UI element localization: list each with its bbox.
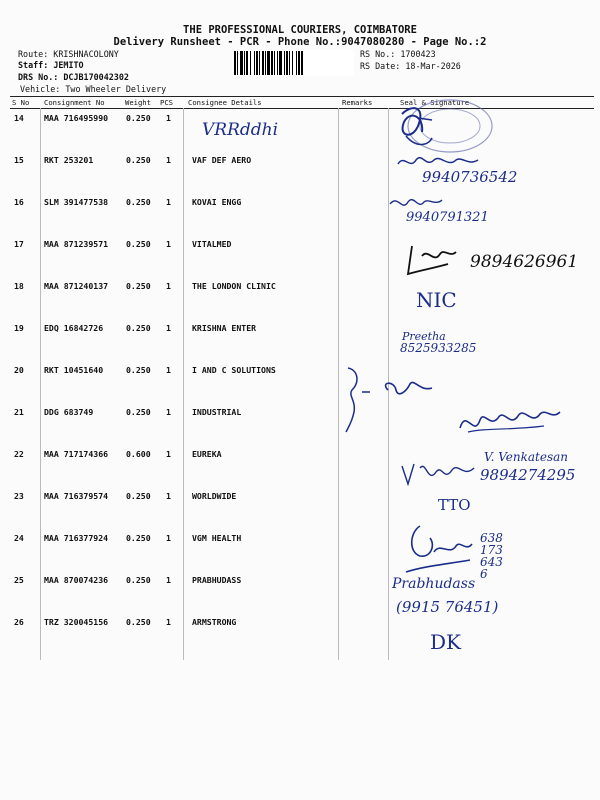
cell-consignee: VAF DEF AERO bbox=[192, 155, 252, 165]
cell-consignee: I AND C SOLUTIONS bbox=[192, 365, 276, 375]
cell-sno: 17 bbox=[14, 239, 24, 249]
cell-consignee: WORLDWIDE bbox=[192, 491, 237, 501]
cell-consignee: KOVAI ENGG bbox=[192, 197, 242, 207]
runsheet-subtitle: Delivery Runsheet - PCR - Phone No.:9047080280 - Page No.:2 bbox=[113, 36, 487, 48]
cell-pcs: 1 bbox=[166, 617, 171, 627]
cell-consignment: MAA 717174366 bbox=[44, 449, 109, 459]
drs-field bbox=[18, 72, 129, 82]
mark-26: DK bbox=[430, 630, 461, 654]
cell-weight: 0.250 bbox=[126, 323, 151, 333]
handwritten-consignee-14: VRRddhi bbox=[202, 120, 279, 140]
vehicle-label: Vehicle: Two Wheeler Delivery bbox=[20, 84, 167, 94]
cell-weight: 0.250 bbox=[126, 407, 151, 417]
drs-label: DRS No.: bbox=[18, 72, 59, 82]
col-header-weight: Weight bbox=[125, 98, 151, 107]
cell-pcs: 1 bbox=[166, 575, 171, 585]
cell-weight: 0.250 bbox=[126, 281, 151, 291]
name-19: Preetha bbox=[402, 330, 446, 343]
cell-pcs: 1 bbox=[166, 281, 171, 291]
cell-consignee: KRISHNA ENTER bbox=[192, 323, 257, 333]
company-title: THE PROFESSIONAL COURIERS, COIMBATORE bbox=[183, 24, 417, 36]
cell-pcs: 1 bbox=[166, 323, 171, 333]
cell-consignee: PRABHUDASS bbox=[192, 575, 242, 585]
cell-sno: 20 bbox=[14, 365, 24, 375]
cell-consignee: INDUSTRIAL bbox=[192, 407, 242, 417]
cell-sno: 26 bbox=[14, 617, 24, 627]
column-divider bbox=[40, 108, 41, 660]
signature-21 bbox=[454, 398, 564, 442]
cell-weight: 0.250 bbox=[126, 239, 151, 249]
mark-18: NIC bbox=[416, 288, 457, 312]
table-header-rule bbox=[10, 108, 594, 109]
cell-weight: 0.250 bbox=[126, 155, 151, 165]
signature-24 bbox=[400, 522, 480, 578]
cell-consignment: MAA 716379574 bbox=[44, 491, 109, 501]
signature-22 bbox=[398, 458, 478, 492]
col-header-signature: Seal & Signature bbox=[400, 98, 470, 107]
staff-label: Staff: bbox=[18, 60, 49, 70]
cell-pcs: 1 bbox=[166, 113, 171, 123]
cell-sno: 21 bbox=[14, 407, 24, 417]
cell-sno: 18 bbox=[14, 281, 24, 291]
staff-field bbox=[18, 60, 84, 70]
column-divider bbox=[338, 108, 339, 660]
col-header-consignee: Consignee Details bbox=[188, 98, 262, 107]
signature-17 bbox=[404, 244, 468, 278]
col-header-pcs: PCS bbox=[160, 98, 173, 107]
staff-value: JEMITO bbox=[53, 60, 84, 70]
cell-sno: 22 bbox=[14, 449, 24, 459]
cell-consignment: MAA 716377924 bbox=[44, 533, 109, 543]
cell-consignment: DDG 683749 bbox=[44, 407, 94, 417]
signature-20 bbox=[340, 362, 450, 434]
cell-consignee: VGM HEALTH bbox=[192, 533, 242, 543]
phone-19: 8525933285 bbox=[400, 341, 477, 355]
cell-pcs: 1 bbox=[166, 407, 171, 417]
barcode bbox=[232, 50, 354, 76]
cell-pcs: 1 bbox=[166, 449, 171, 459]
phone-25: (9915 76451) bbox=[396, 598, 499, 616]
cell-pcs: 1 bbox=[166, 197, 171, 207]
cell-sno: 19 bbox=[14, 323, 24, 333]
rs-date: RS Date: 18-Mar-2026 bbox=[360, 61, 461, 71]
cell-consignment: EDQ 16842726 bbox=[44, 323, 104, 333]
phone-24: 6381736436 bbox=[480, 531, 503, 581]
phone-22: 9894274295 bbox=[480, 466, 576, 484]
cell-pcs: 1 bbox=[166, 155, 171, 165]
cell-sno: 23 bbox=[14, 491, 24, 501]
cell-weight: 0.250 bbox=[126, 575, 151, 585]
cell-weight: 0.250 bbox=[126, 113, 151, 123]
column-divider bbox=[183, 108, 184, 660]
cell-consignee: THE LONDON CLINIC bbox=[192, 281, 276, 291]
phone-17: 9894626961 bbox=[470, 252, 579, 272]
cell-consignee: EUREKA bbox=[192, 449, 222, 459]
name-25: Prabhudass bbox=[392, 576, 476, 592]
cell-pcs: 1 bbox=[166, 239, 171, 249]
cell-sno: 24 bbox=[14, 533, 24, 543]
cell-weight: 0.250 bbox=[126, 365, 151, 375]
cell-weight: 0.250 bbox=[126, 197, 151, 207]
cell-sno: 15 bbox=[14, 155, 24, 165]
cell-consignment: SLM 391477538 bbox=[44, 197, 109, 207]
cell-consignment: MAA 871240137 bbox=[44, 281, 109, 291]
cell-consignee: ARMSTRONG bbox=[192, 617, 237, 627]
cell-consignment: MAA 716495990 bbox=[44, 113, 109, 123]
rs-number: RS No.: 1700423 bbox=[360, 49, 436, 59]
table-top-rule bbox=[10, 96, 594, 97]
cell-pcs: 1 bbox=[166, 533, 171, 543]
cell-consignment: RKT 253201 bbox=[44, 155, 94, 165]
cell-consignment: TRZ 320045156 bbox=[44, 617, 109, 627]
cell-weight: 0.250 bbox=[126, 617, 151, 627]
cell-sno: 25 bbox=[14, 575, 24, 585]
cell-consignment: MAA 870074236 bbox=[44, 575, 109, 585]
cell-weight: 0.250 bbox=[126, 533, 151, 543]
cell-pcs: 1 bbox=[166, 491, 171, 501]
cell-consignee: VITALMED bbox=[192, 239, 232, 249]
phone-15: 9940736542 bbox=[422, 168, 518, 186]
cell-weight: 0.600 bbox=[126, 449, 151, 459]
drs-value: DCJB170042302 bbox=[63, 72, 129, 82]
col-header-consignment: Consignment No bbox=[44, 98, 105, 107]
cell-consignment: MAA 871239571 bbox=[44, 239, 109, 249]
name-22: V. Venkatesan bbox=[484, 450, 568, 464]
cell-weight: 0.250 bbox=[126, 491, 151, 501]
col-header-remarks: Remarks bbox=[342, 98, 373, 107]
cell-pcs: 1 bbox=[166, 365, 171, 375]
col-header-sno: S No bbox=[12, 98, 30, 107]
mark-23: TTO bbox=[438, 496, 471, 514]
route-label: Route: KRISHNACOLONY bbox=[18, 49, 119, 59]
phone-16: 9940791321 bbox=[406, 210, 489, 225]
cell-sno: 16 bbox=[14, 197, 24, 207]
cell-sno: 14 bbox=[14, 113, 24, 123]
cell-consignment: RKT 10451640 bbox=[44, 365, 104, 375]
